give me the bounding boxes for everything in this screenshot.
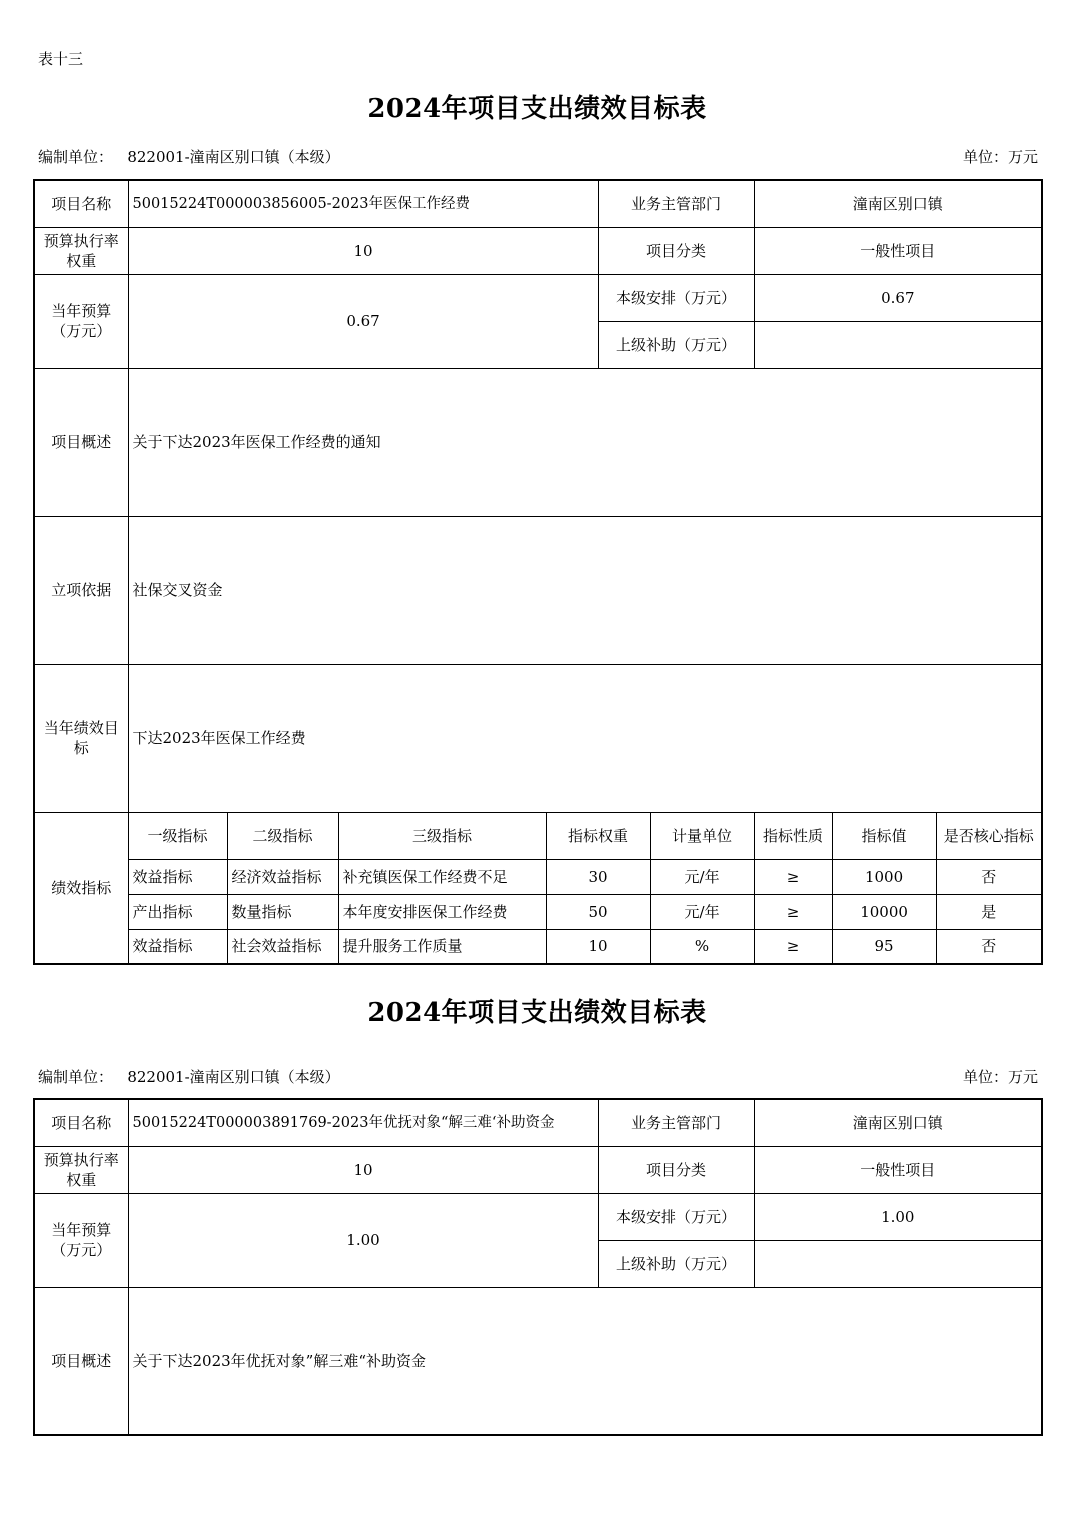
indicator-header: 指标权重 — [546, 812, 650, 859]
indicator-header: 一级指标 — [128, 812, 227, 859]
table-number-label: 表十三 — [38, 50, 84, 68]
basis-value: 社保交叉资金 — [128, 516, 1042, 664]
org-value: 822001-潼南区别口镇（本级） — [127, 148, 340, 166]
overview-value: 关于下达2023年医保工作经费的通知 — [128, 368, 1042, 516]
indicator-level2: 社会效益指标 — [227, 929, 338, 964]
indicator-header: 指标性质 — [754, 812, 832, 859]
indicator-unit: 元/年 — [650, 859, 754, 894]
weight-label: 预算执行率权重 — [34, 227, 128, 274]
indicator-level3: 本年度安排医保工作经费 — [338, 894, 546, 929]
dept-value: 潼南区别口镇 — [754, 180, 1042, 227]
local-value: 1.00 — [754, 1193, 1042, 1240]
overview-label: 项目概述 — [34, 1287, 128, 1435]
indicator-header: 三级指标 — [338, 812, 546, 859]
weight-value: 10 — [128, 1146, 598, 1193]
indicator-level3: 提升服务工作质量 — [338, 929, 546, 964]
upper-label: 上级补助（万元） — [598, 321, 754, 368]
indicator-header: 指标值 — [832, 812, 936, 859]
budget-value: 1.00 — [128, 1193, 598, 1287]
indicator-weight: 10 — [546, 929, 650, 964]
indicator-level2: 数量指标 — [227, 894, 338, 929]
basis-label: 立项依据 — [34, 516, 128, 664]
budget-label: 当年预算（万元） — [34, 274, 128, 368]
indicator-core: 是 — [936, 894, 1042, 929]
local-value: 0.67 — [754, 274, 1042, 321]
indicator-level1: 效益指标 — [128, 859, 227, 894]
dept-label: 业务主管部门 — [598, 180, 754, 227]
project-name-value: 50015224T000003891769-2023年优抚对象“解三难‘补助资金 — [128, 1099, 598, 1146]
indicator-weight: 30 — [546, 859, 650, 894]
org-line — [38, 146, 340, 167]
category-value: 一般性项目 — [754, 227, 1042, 274]
indicator-unit: 元/年 — [650, 894, 754, 929]
indicator-core: 否 — [936, 929, 1042, 964]
table-row — [34, 859, 1042, 894]
performance-table — [33, 179, 1043, 965]
indicator-level3: 补充镇医保工作经费不足 — [338, 859, 546, 894]
overview-value: 关于下达2023年优抚对象”解三难“补助资金 — [128, 1287, 1042, 1435]
form-title: 2024年项目支出绩效目标表 — [367, 94, 707, 124]
local-label: 本级安排（万元） — [598, 274, 754, 321]
indicator-level2: 经济效益指标 — [227, 859, 338, 894]
indicator-header: 计量单位 — [650, 812, 754, 859]
dept-label: 业务主管部门 — [598, 1099, 754, 1146]
weight-value: 10 — [128, 227, 598, 274]
org-label: 编制单位： — [38, 1068, 114, 1086]
project-name-label: 项目名称 — [34, 1099, 128, 1146]
org-line — [38, 1066, 340, 1087]
indicator-level1: 产出指标 — [128, 894, 227, 929]
indicator-level1: 效益指标 — [128, 929, 227, 964]
upper-value — [754, 1240, 1042, 1287]
weight-label: 预算执行率权重 — [34, 1146, 128, 1193]
budget-value: 0.67 — [128, 274, 598, 368]
local-label: 本级安排（万元） — [598, 1193, 754, 1240]
table-row — [34, 929, 1042, 964]
indicator-weight: 50 — [546, 894, 650, 929]
upper-value — [754, 321, 1042, 368]
indicator-nature: ≥ — [754, 859, 832, 894]
budget-label: 当年预算（万元） — [34, 1193, 128, 1287]
indicator-value: 1000 — [832, 859, 936, 894]
indicator-unit: % — [650, 929, 754, 964]
unit-label: 单位：万元 — [962, 1068, 1038, 1086]
indicator-value: 95 — [832, 929, 936, 964]
indicator-header: 是否核心指标 — [936, 812, 1042, 859]
indicators-label: 绩效指标 — [34, 812, 128, 964]
form-title: 2024年项目支出绩效目标表 — [367, 998, 707, 1028]
unit-label: 单位：万元 — [962, 148, 1038, 166]
table-row — [34, 894, 1042, 929]
overview-label: 项目概述 — [34, 368, 128, 516]
upper-label: 上级补助（万元） — [598, 1240, 754, 1287]
performance-table — [33, 1098, 1043, 1436]
category-label: 项目分类 — [598, 227, 754, 274]
indicator-nature: ≥ — [754, 894, 832, 929]
project-name-value: 50015224T000003856005-2023年医保工作经费 — [128, 180, 598, 227]
indicator-nature: ≥ — [754, 929, 832, 964]
indicator-core: 否 — [936, 859, 1042, 894]
org-value: 822001-潼南区别口镇（本级） — [127, 1068, 340, 1086]
org-label: 编制单位： — [38, 148, 114, 166]
goal-value: 下达2023年医保工作经费 — [128, 664, 1042, 812]
indicator-header: 二级指标 — [227, 812, 338, 859]
category-value: 一般性项目 — [754, 1146, 1042, 1193]
indicator-value: 10000 — [832, 894, 936, 929]
category-label: 项目分类 — [598, 1146, 754, 1193]
project-name-label: 项目名称 — [34, 180, 128, 227]
dept-value: 潼南区别口镇 — [754, 1099, 1042, 1146]
goal-label: 当年绩效目标 — [34, 664, 128, 812]
